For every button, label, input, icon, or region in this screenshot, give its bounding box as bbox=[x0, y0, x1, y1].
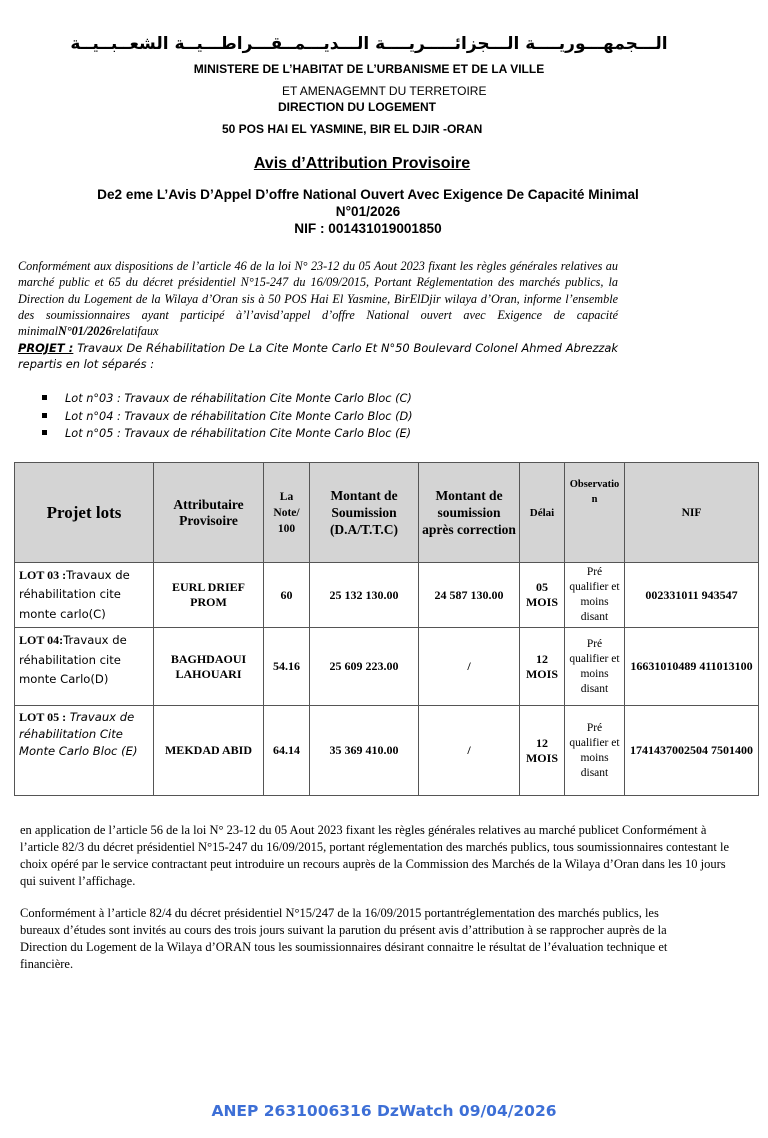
note-cell: 64.14 bbox=[264, 706, 310, 796]
evaluation-paragraph: Conformément à l’article 82/4 du décret présidentiel N°15/247 de la 16/09/2015 portantréglementation des marchés publics, les bureaux d’études sont invités au cours des trois jours suivant la parution du présent avis d’attribution à se rapprocher auprès de la Direction du Logement de la Wilaya d’ORAN tous les soumissionnaires désirant connaitre le résultat de l’évaluation technique et financière. bbox=[20, 906, 668, 971]
lots-list bbox=[40, 390, 413, 443]
address-label: 50 POS HAI EL YASMINE, BIR EL DJIR -ORAN bbox=[222, 122, 483, 136]
header-montant: Montant de Soumission (D.A/T.T.C) bbox=[310, 463, 419, 563]
lot-cell bbox=[15, 563, 154, 628]
subtitle-line1: De2 eme L’Avis D’Appel D’offre National Ouvert Avec Exigence De Capacité Minimal bbox=[97, 187, 639, 202]
note-cell: 54.16 bbox=[264, 628, 310, 706]
recours-paragraph: en application de l’article 56 de la loi N° 23-12 du 05 Aout 2023 fixant les règles générales relatives au marché publicet Conformément à l’article 82/3 du décret présidentiel N°15-247 du 16/09/2015, portant réglementation des marchés publics, tous soumissionnaires contestant le choix opéré par le service contractant peut introduire un recours auprès de la Commission des Marchés de la Wilaya d’Oran dans les 10 jours qui suivent l’affichage. bbox=[20, 823, 729, 888]
delai-cell: 12 MOIS bbox=[520, 628, 565, 706]
list-item: Lot n°04 : Travaux de réhabilitation Cite Monte Carlo Bloc (D) bbox=[40, 408, 413, 426]
header-delai: Délai bbox=[520, 463, 565, 563]
header-projet: Projet lots bbox=[15, 463, 154, 563]
lot-description: Travaux de réhabilitation cite monte carlo(C) bbox=[19, 568, 130, 621]
lot-description: Travaux de réhabilitation cite monte Carlo(D) bbox=[19, 633, 127, 687]
observation-cell: Pré qualifier et moins disant bbox=[565, 628, 625, 706]
header-note: La Note/ 100 bbox=[264, 463, 310, 563]
lot-cell bbox=[15, 628, 154, 706]
table-row bbox=[15, 628, 759, 706]
lot-cell bbox=[15, 706, 154, 796]
observation-cell: Pré qualifier et moins disant bbox=[565, 706, 625, 796]
lot-number: LOT 03 : bbox=[19, 568, 67, 582]
projet-label: PROJET : bbox=[18, 341, 74, 355]
montant-apres-cell: / bbox=[419, 628, 520, 706]
lot-number: LOT 05 : bbox=[19, 710, 67, 725]
nif-cell: 002331011 943547 bbox=[625, 563, 759, 628]
intro-paragraph bbox=[18, 258, 618, 339]
attributaire-cell: EURL DRIEF PROM bbox=[154, 563, 264, 628]
header-nif: NIF bbox=[625, 463, 759, 563]
notice-subtitle bbox=[0, 186, 736, 237]
attributaire-cell: BAGHDAOUI LAHOUARI bbox=[154, 628, 264, 706]
intro-text: Conformément aux dispositions de l’article 46 de la loi N° 23-12 du 05 Aout 2023 fixant les règles générales relatives au marché public et 65 du décret présidentiel N°15-247 du 16/09/2015, Portant Réglementation des marchés publics, la Direction du Logement de la Wilaya d’Oran sis à 50 POS Hai El Yasmine, BirElDjir wilaya d’Oran, informe l’ensemble des soumissionnaires ayant participé à’l’avisd’appel d’offre National ouvert avec Exigence de capacité minimal bbox=[18, 259, 618, 339]
projet-paragraph bbox=[18, 340, 618, 373]
delai-cell: 05 MOIS bbox=[520, 563, 565, 628]
publication-footer: ANEP 2631006316 DzWatch 09/04/2026 bbox=[211, 1102, 557, 1120]
projet-text: Travaux De Réhabilitation De La Cite Monte Carlo Et N°50 Boulevard Colonel Ahmed Abrezzak repartis en lot séparés : bbox=[18, 341, 618, 372]
intro-ref: N°01/2026 bbox=[57, 324, 112, 339]
lot-description: Travaux de réhabilitation Cite Monte Carlo Bloc (E) bbox=[19, 710, 138, 759]
header-montant-apres: Montant de soumission après correction bbox=[419, 463, 520, 563]
observation-cell: Pré qualifier et moins disant bbox=[565, 563, 625, 628]
delai-cell: 12 MOIS bbox=[520, 706, 565, 796]
nif-cell: 16631010489 411013100 bbox=[625, 628, 759, 706]
note-cell: 60 bbox=[264, 563, 310, 628]
header-attributaire: Attributaire Provisoire bbox=[154, 463, 264, 563]
nif-cell: 1741437002504 7501400 bbox=[625, 706, 759, 796]
list-item: Lot n°05 : Travaux de réhabilitation Cite Monte Carlo Bloc (E) bbox=[40, 425, 413, 443]
subtitle-line2: N°01/2026 bbox=[335, 204, 401, 219]
ministry-line2: ET AMENAGEMNT DU TERRETOIRE bbox=[282, 84, 487, 98]
header-observation: Observation bbox=[565, 463, 625, 563]
attributaire-cell: MEKDAD ABID bbox=[154, 706, 264, 796]
table-row bbox=[15, 563, 759, 628]
montant-apres-cell: / bbox=[419, 706, 520, 796]
ministry-line1: MINISTERE DE L’HABITAT DE L’URBANISME ET DE LA VILLE bbox=[193, 62, 545, 76]
arabic-header: الـــجمهـــوريــــة الـــجزائـــــريــــة الـــديـــمــقـــراطـــيــة الشعــبــيــة bbox=[70, 34, 668, 54]
montant-cell: 25 132 130.00 bbox=[310, 563, 419, 628]
nif-line: NIF : 001431019001850 bbox=[294, 221, 442, 236]
table-header-row bbox=[15, 463, 759, 563]
montant-cell: 25 609 223.00 bbox=[310, 628, 419, 706]
montant-apres-cell: 24 587 130.00 bbox=[419, 563, 520, 628]
lot-number: LOT 04: bbox=[19, 633, 64, 648]
table-row bbox=[15, 706, 759, 796]
list-item: Lot n°03 : Travaux de réhabilitation Cite Monte Carlo Bloc (C) bbox=[40, 390, 413, 408]
direction-label: DIRECTION DU LOGEMENT bbox=[278, 100, 436, 114]
intro-ref-suffix: relatifaux bbox=[111, 324, 159, 339]
montant-cell: 35 369 410.00 bbox=[310, 706, 419, 796]
attribution-table bbox=[14, 462, 759, 796]
page-title: Avis d’Attribution Provisoire bbox=[253, 155, 471, 172]
